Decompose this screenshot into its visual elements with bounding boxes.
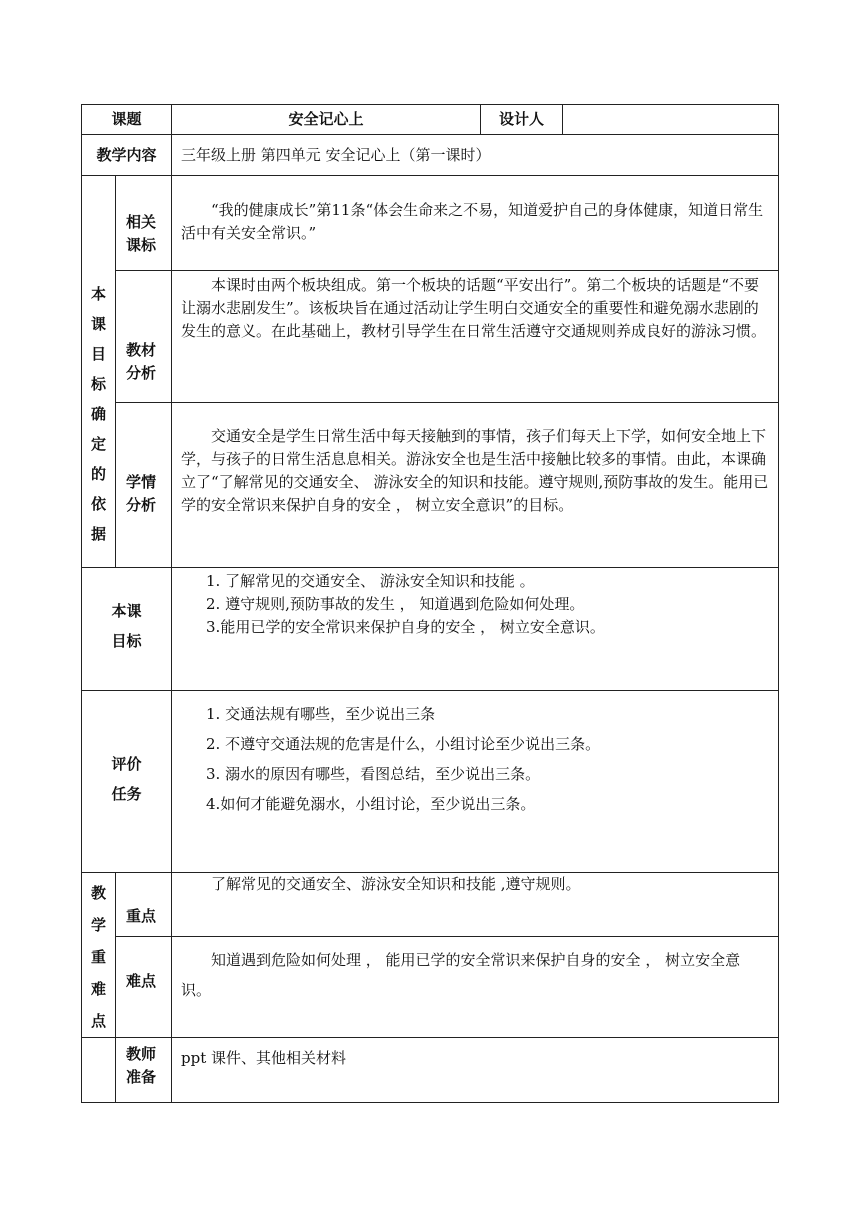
learner-label: 学情 分析	[116, 403, 172, 568]
key-point-label: 重点	[116, 873, 172, 937]
difficulty-label: 难点	[116, 937, 172, 1038]
assessment-item: 3. 溺水的原因有哪些，看图总结，至少说出三条。	[206, 765, 541, 783]
assessment-item: 1. 交通法规有哪些，至少说出三条	[206, 705, 436, 723]
topic-value: 安全记心上	[172, 105, 481, 135]
standard-text: “我的健康成长”第11条“体会生命来之不易，知道爱护自己的身体健康，知道日常生活中有关安全常识。”	[172, 176, 779, 271]
focus-group-label: 教 学 重 难 点	[82, 873, 116, 1038]
objective-item: 2. 遵守规则,预防事故的发生 ， 知道遇到危险如何处理。	[206, 595, 585, 613]
content-label: 教学内容	[82, 135, 172, 176]
topic-label: 课题	[82, 105, 172, 135]
assessment-item: 4.如何才能避免溺水，小组讨论，至少说出三条。	[206, 795, 536, 813]
objective-item: 3.能用已学的安全常识来保护自身的安全 ， 树立安全意识。	[206, 618, 605, 636]
key-point-text: 了解常见的交通安全、游泳安全知识和技能 ,遵守规则。	[172, 873, 779, 937]
preparation-blank-cell	[82, 1038, 116, 1103]
designer-label: 设计人	[481, 105, 563, 135]
learner-text: 交通安全是学生日常生活中每天接触到的事情，孩子们每天上下学，如何安全地上下学，与孩子的日常生活息息相关。游泳安全也是生活中接触比较多的事情。由此，本课确立了“了解常见的交通安全、 游泳安全的知识和技能。遵守规则,预防事故的发生。能用已学的安全常识来保护自身的安全 ， 树立安全意识”的目标。	[172, 403, 779, 568]
assessment-item: 2. 不遵守交通法规的危害是什么，小组讨论至少说出三条。	[206, 735, 601, 753]
preparation-text: ppt 课件、其他相关材料	[172, 1038, 779, 1103]
objectives-label: 本课 目标	[82, 568, 172, 691]
designer-value	[563, 105, 779, 135]
difficulty-text: 知道遇到危险如何处理 ， 能用已学的安全常识来保护自身的安全 ， 树立安全意识。	[172, 937, 779, 1038]
objectives-list	[172, 568, 779, 691]
objective-item: 1. 了解常见的交通安全、 游泳安全知识和技能 。	[206, 572, 535, 590]
assessment-list	[172, 691, 779, 873]
material-label: 教材 分析	[116, 271, 172, 403]
preparation-label: 教师 准备	[116, 1038, 172, 1103]
standard-label: 相关 课标	[116, 176, 172, 271]
content-value: 三年级上册 第四单元 安全记心上（第一课时）	[172, 135, 779, 176]
basis-group-label: 本 课 目 标 确 定 的 依 据	[82, 176, 116, 568]
lesson-plan-table	[81, 104, 779, 1103]
material-text: 本课时由两个板块组成。第一个板块的话题“平安出行”。第二个板块的话题是“不要让溺水悲剧发生”。该板块旨在通过活动让学生明白交通安全的重要性和避免溺水悲剧的发生的意义。在此基础上，教材引导学生在日常生活遵守交通规则养成良好的游泳习惯。	[172, 271, 779, 403]
assessment-label: 评价 任务	[82, 691, 172, 873]
